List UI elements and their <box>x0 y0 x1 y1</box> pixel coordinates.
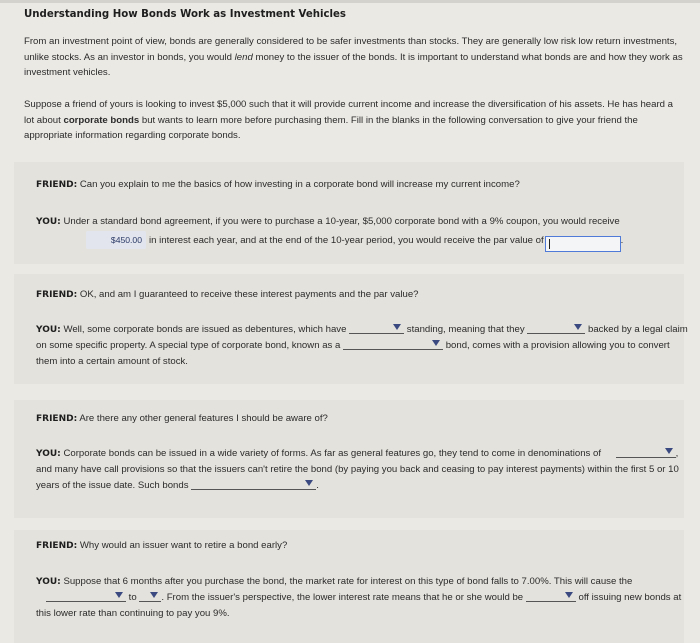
top-divider <box>0 0 700 3</box>
denomination-dropdown[interactable] <box>616 446 676 458</box>
scenario-text: Suppose a friend of yours is looking to invest $5,000 such that it will provide current income and increase the diversification of his assets. He has heard a lot about <box>24 99 673 126</box>
chevron-down-icon <box>432 340 440 346</box>
chevron-down-icon <box>305 480 313 486</box>
friend-question-3: Are there any other general features I should be aware of? <box>79 413 328 424</box>
lend-emphasis: lend <box>234 51 253 63</box>
friend-label: FRIEND: <box>36 290 78 300</box>
text-caret <box>549 239 550 249</box>
you-label: YOU: <box>36 325 61 335</box>
page-title: Understanding How Bonds Work as Investment Vehicles <box>24 9 346 20</box>
chevron-down-icon <box>665 448 673 454</box>
you-line-2 <box>36 322 688 370</box>
period: . <box>620 235 624 246</box>
chevron-down-icon <box>150 592 158 598</box>
better-worse-dropdown[interactable] <box>526 590 576 602</box>
corporate-bonds-bold: corporate bonds <box>63 114 140 126</box>
friend-line-3 <box>36 411 676 427</box>
friend-label: FRIEND: <box>36 541 78 551</box>
scenario-text-2: but wants to learn more before purchasing them. Fill in the blanks in the following conversation to give your friend the appropriate information regarding corporate bonds. <box>24 114 638 141</box>
friend-question-4: Why would an issuer want to retire a bond early? <box>79 540 288 551</box>
friend-label: FRIEND: <box>36 414 78 424</box>
to-word: to <box>128 592 137 603</box>
seniority-dropdown[interactable] <box>349 322 404 334</box>
annual-interest-answer: $450.00 <box>86 231 146 249</box>
you-line-4 <box>36 574 686 622</box>
period: . <box>316 480 319 491</box>
you-answer-2b: standing, meaning that they <box>406 324 525 335</box>
friend-label: FRIEND: <box>36 180 78 190</box>
you-answer-3a: Corporate bonds can be issued in a wide variety of forms. As far as general features go, they tend to come in denominations of <box>63 448 601 459</box>
intro-text: From an investment point of view, bonds are generally considered to be safer investments than stocks. They are generally low risk low return investments, unlike stocks. As an investor in bonds, you would <box>24 36 678 63</box>
you-answer-2d: bond, comes with a provision allowing you to convert them into a certain amount of stock. <box>36 340 670 367</box>
price-change-dropdown-2[interactable] <box>139 590 161 602</box>
price-change-dropdown-1[interactable] <box>46 590 126 602</box>
you-line-1 <box>36 214 676 230</box>
par-value-input[interactable] <box>545 236 621 252</box>
you-label: YOU: <box>36 449 61 459</box>
you-answer-3b: , and many have call provisions so that the issuers can't retire the bond (by paying you back and ceasing to pay interest payments) within the first 5 or 10 years of the issue date. Such bonds <box>36 448 679 491</box>
you-answer-1a: Under a standard bond agreement, if you were to purchase a 10-year, $5,000 corporate bond with a 9% coupon, you would receive <box>63 216 620 227</box>
intro-text-2: money to the issuer of the bonds. It is important to understand what bonds are and how they work as investment vehicles. <box>24 51 683 78</box>
you-line-3 <box>36 446 686 494</box>
you-answer-2a: Well, some corporate bonds are issued as debentures, which have <box>63 324 347 335</box>
friend-line-2 <box>36 287 676 303</box>
friend-question-1: Can you explain to me the basics of how investing in a corporate bond will increase my current income? <box>79 179 520 190</box>
call-protection-dropdown[interactable] <box>191 478 316 490</box>
friend-line-1 <box>36 177 676 193</box>
you-answer-1b: in interest each year, and at the end of the 10-year period, you would receive the par value of <box>149 235 544 246</box>
friend-question-2: OK, and am I guaranteed to receive these interest payments and the par value? <box>79 289 419 300</box>
friend-line-4 <box>36 538 676 554</box>
intro-paragraph-1 <box>24 34 692 81</box>
intro-paragraph-2 <box>24 97 684 144</box>
backed-dropdown[interactable] <box>527 322 585 334</box>
chevron-down-icon <box>574 324 582 330</box>
you-label: YOU: <box>36 577 61 587</box>
chevron-down-icon <box>393 324 401 330</box>
you-answer-4c: off issuing new bonds at this lower rate than continuing to pay you 9%. <box>36 592 682 619</box>
you-label: YOU: <box>36 217 61 227</box>
chevron-down-icon <box>565 592 573 598</box>
you-answer-4a: Suppose that 6 months after you purchase the bond, the market rate for interest on this type of bond falls to 7.00%. This will cause the <box>63 576 633 587</box>
bond-type-dropdown[interactable] <box>343 338 443 350</box>
you-answer-2c: backed by a legal claim on some specific property. A special type of corporate bond, known as a <box>36 324 688 351</box>
chevron-down-icon <box>115 592 123 598</box>
you-answer-4b: . From the issuer's perspective, the lower interest rate means that he or she would be <box>161 592 524 603</box>
you-line-1b <box>86 231 686 252</box>
